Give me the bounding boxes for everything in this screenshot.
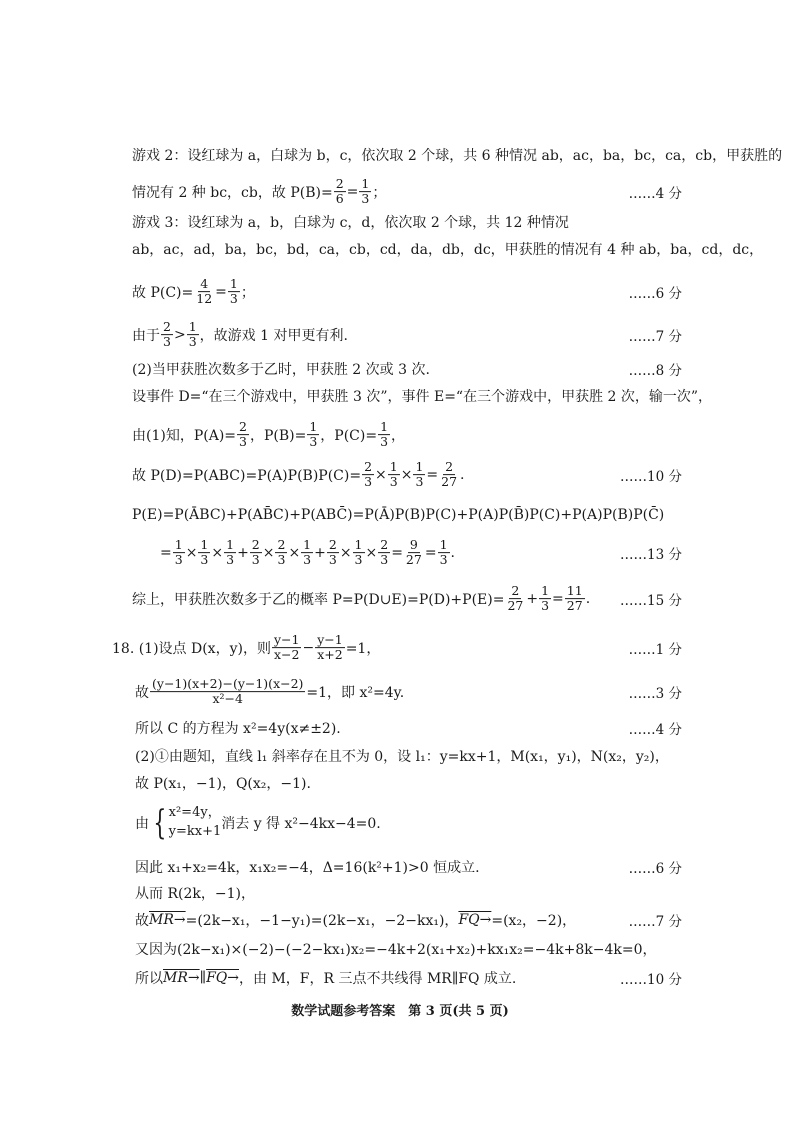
text-run: + bbox=[314, 545, 326, 561]
text-run: = bbox=[215, 284, 227, 300]
numerator: 1 bbox=[354, 537, 363, 553]
text-run: 18. (1)设点 D(x，y)，则 bbox=[112, 641, 271, 657]
numerator: 1 bbox=[415, 459, 424, 475]
text-run: × bbox=[185, 545, 198, 561]
solution-line bbox=[135, 677, 404, 707]
solution-line bbox=[132, 584, 590, 614]
numerator: 9 bbox=[409, 537, 418, 553]
denominator: 3 bbox=[239, 434, 247, 450]
denominator: 3 bbox=[251, 552, 260, 568]
system-row: y=kx+1 bbox=[168, 824, 222, 839]
fraction bbox=[198, 538, 210, 568]
numerator: 2 bbox=[277, 537, 286, 553]
denominator: 3 bbox=[361, 191, 370, 207]
score-marker: ……6 分 bbox=[628, 861, 682, 877]
text-run: ∥ bbox=[199, 970, 207, 986]
text-run: P(E)=P(ĀBC)+P(AB̄C)+P(ABC̄)=P(Ā)P(B)P(C)+P(A)P(B̄)P(C)+P(A)P(B)P(C̄) bbox=[132, 507, 665, 523]
text-run: > bbox=[173, 327, 186, 343]
solution-line bbox=[132, 177, 386, 207]
fraction bbox=[334, 177, 346, 207]
denominator: 3 bbox=[541, 598, 550, 614]
text-run: =(x₂，−2)， bbox=[491, 913, 577, 929]
text-run: 由 bbox=[135, 816, 149, 832]
text-run: × bbox=[339, 545, 352, 561]
numerator: 1 bbox=[303, 537, 312, 553]
solution-line bbox=[135, 857, 480, 877]
fraction bbox=[272, 633, 302, 663]
text-run: . bbox=[450, 545, 455, 561]
text-run: 故 P(C)= bbox=[132, 285, 194, 301]
text-run: + bbox=[526, 591, 539, 607]
vector: FQ→ bbox=[206, 970, 239, 986]
solution-line bbox=[135, 968, 516, 988]
text-run: ，P(B)= bbox=[249, 428, 307, 444]
system-row: x²=4y， bbox=[168, 805, 221, 821]
text-run: 消去 y 得 x²−4kx−4=0. bbox=[221, 816, 381, 832]
denominator: x²−4 bbox=[212, 691, 243, 707]
numerator: 1 bbox=[229, 276, 238, 292]
numerator: 1 bbox=[380, 419, 389, 435]
score-marker: ……1 分 bbox=[628, 642, 682, 658]
denominator: 6 bbox=[335, 191, 344, 207]
denominator: 3 bbox=[354, 552, 363, 568]
fraction bbox=[224, 538, 236, 568]
fraction bbox=[404, 538, 424, 568]
denominator: 3 bbox=[309, 434, 318, 450]
numerator: 1 bbox=[174, 537, 183, 553]
text-run: = bbox=[426, 467, 439, 483]
text-run: 情况有 2 种 bc，cb，故 P(B)= bbox=[132, 185, 333, 201]
vector: MR→ bbox=[149, 912, 186, 928]
score-marker: ……8 分 bbox=[628, 363, 682, 379]
denominator: x−2 bbox=[273, 647, 300, 663]
numerator: 1 bbox=[309, 419, 318, 435]
fraction bbox=[275, 538, 287, 568]
solution-line bbox=[112, 633, 380, 663]
denominator: 3 bbox=[229, 291, 238, 307]
text-run: 故 bbox=[135, 685, 149, 701]
denominator: 3 bbox=[389, 474, 398, 490]
solution-line bbox=[132, 420, 405, 450]
text-run: = bbox=[552, 591, 564, 607]
text-run: ，P(C)= bbox=[320, 428, 378, 444]
text-run: (2)①由题知，直线 l₁ 斜率存在且不为 0，设 l₁：y=kx+1，M(x₁，y₁)，N(x₂，y₂)， bbox=[135, 749, 669, 765]
denominator: 12 bbox=[196, 291, 213, 307]
solution-line bbox=[132, 212, 569, 232]
numerator: 1 bbox=[188, 319, 197, 335]
denominator: 3 bbox=[380, 434, 389, 450]
text-run: ； bbox=[240, 285, 255, 301]
numerator: 1 bbox=[226, 537, 235, 553]
solution-line bbox=[135, 773, 311, 793]
text-run: =1， bbox=[345, 641, 381, 657]
fraction bbox=[250, 538, 262, 568]
denominator: 3 bbox=[415, 474, 424, 490]
fraction bbox=[315, 633, 345, 663]
numerator: 2 bbox=[335, 176, 344, 192]
text-run: 由于 bbox=[132, 328, 160, 344]
score-marker: ……10 分 bbox=[620, 469, 682, 485]
fraction bbox=[353, 538, 365, 568]
text-run: (2)当甲获胜次数多于乙时，甲获胜 2 次或 3 次. bbox=[132, 362, 430, 378]
numerator: 2 bbox=[445, 459, 454, 475]
brace-icon: { bbox=[153, 803, 167, 843]
text-run: 所以 C 的方程为 x²=4y(x≠±2). bbox=[135, 721, 341, 737]
fraction bbox=[438, 538, 450, 568]
fraction bbox=[413, 460, 425, 490]
numerator: 1 bbox=[361, 176, 370, 192]
solution-line bbox=[132, 320, 348, 350]
solution-line bbox=[132, 277, 255, 307]
text-run: × bbox=[288, 545, 301, 561]
numerator: 1 bbox=[541, 583, 550, 599]
denominator: 3 bbox=[188, 334, 197, 350]
text-run: 又因为(2k−x₁)×(−2)−(−2−kx₁)x₂=−4k+2(x₁+x₂)+kx₁x₂=−4k+8k−4k=0， bbox=[135, 942, 657, 958]
text-run: × bbox=[211, 545, 224, 561]
text-run: × bbox=[262, 545, 275, 561]
text-run: =1，即 x²=4y. bbox=[306, 685, 405, 701]
fraction bbox=[228, 277, 240, 307]
text-run: 游戏 3：设红球为 a，b，白球为 c，d，依次取 2 个球，共 12 种情况 bbox=[132, 215, 569, 231]
numerator: 1 bbox=[389, 459, 398, 475]
text-run: = bbox=[160, 545, 172, 561]
numerator: 2 bbox=[239, 419, 247, 435]
text-run: 综上，甲获胜次数多于乙的概率 P=P(D∪E)=P(D)+P(E)= bbox=[132, 592, 505, 608]
text-run: =(2k−x₁，−1−y₁)=(2k−x₁，−2−kx₁)， bbox=[185, 913, 459, 929]
denominator: 3 bbox=[277, 552, 286, 568]
numerator: 2 bbox=[163, 319, 171, 335]
solution-line bbox=[132, 359, 430, 379]
solution-line bbox=[135, 910, 576, 930]
fraction bbox=[505, 584, 525, 614]
text-run: − bbox=[302, 640, 315, 656]
denominator: 3 bbox=[174, 552, 183, 568]
text-run: × bbox=[400, 467, 413, 483]
text-run: ab，ac，ad，ba，bc，bd，ca，cb，cd，da，db，dc，甲获胜的情况有 4 种 ab，ba，cd，dc， bbox=[132, 242, 764, 258]
equation-system bbox=[149, 804, 221, 842]
score-marker: ……15 分 bbox=[620, 593, 682, 609]
fraction bbox=[378, 420, 390, 450]
denominator: x+2 bbox=[317, 647, 343, 663]
text-run: = bbox=[424, 545, 437, 561]
solution-line bbox=[132, 239, 763, 259]
text-run: 由(1)知，P(A)= bbox=[132, 428, 237, 444]
solution-line bbox=[132, 507, 664, 523]
score-marker: ……13 分 bbox=[620, 547, 682, 563]
denominator: 3 bbox=[364, 474, 373, 490]
denominator: 3 bbox=[328, 552, 337, 568]
score-marker: ……10 分 bbox=[620, 972, 682, 988]
score-marker: ……7 分 bbox=[628, 914, 682, 930]
text-run: ，故游戏 1 对甲更有利. bbox=[199, 328, 348, 344]
page-footer: 数学试题参考答案 第 3 页(共 5 页) bbox=[291, 1004, 509, 1019]
fraction bbox=[187, 320, 199, 350]
score-marker: ……3 分 bbox=[628, 686, 682, 702]
numerator: 2 bbox=[511, 583, 520, 599]
fraction bbox=[439, 460, 459, 490]
numerator: 1 bbox=[439, 537, 448, 553]
text-run: 因此 x₁+x₂=4k，x₁x₂=−4，Δ=16(k²+1)>0 恒成立. bbox=[135, 860, 480, 876]
text-run: 所以 bbox=[135, 971, 163, 987]
numerator: y−1 bbox=[317, 632, 343, 648]
fraction bbox=[378, 538, 390, 568]
vector: MR→ bbox=[163, 970, 200, 986]
denominator: 3 bbox=[303, 552, 312, 568]
text-run: 故 bbox=[135, 913, 149, 929]
fraction bbox=[173, 538, 185, 568]
denominator: 27 bbox=[405, 552, 422, 568]
fraction bbox=[161, 320, 173, 350]
denominator: 3 bbox=[163, 334, 171, 350]
text-run: 故 P(x₁，−1)，Q(x₂，−1). bbox=[135, 776, 311, 792]
fraction bbox=[327, 538, 339, 568]
fraction bbox=[301, 538, 313, 568]
solution-line bbox=[132, 386, 712, 406]
score-marker: ……6 分 bbox=[628, 286, 682, 302]
solution-line bbox=[132, 460, 465, 490]
denominator: 3 bbox=[200, 552, 209, 568]
text-run: . bbox=[585, 591, 591, 607]
denominator: 3 bbox=[439, 552, 448, 568]
denominator: 27 bbox=[566, 598, 583, 614]
text-run: ，由 M，F，R 三点不共线得 MR∥FQ 成立. bbox=[239, 971, 517, 987]
text-run: 从而 R(2k，−1)， bbox=[135, 886, 255, 902]
solution-line bbox=[135, 746, 669, 766]
numerator: 2 bbox=[364, 459, 373, 475]
text-run: ； bbox=[372, 185, 387, 201]
text-run: = bbox=[346, 184, 359, 200]
text-run: ， bbox=[391, 428, 406, 444]
solution-line bbox=[135, 718, 341, 738]
denominator: 3 bbox=[226, 552, 235, 568]
numerator: 11 bbox=[566, 583, 583, 599]
fraction bbox=[362, 460, 374, 490]
numerator: (y−1)(x+2)−(y−1)(x−2) bbox=[152, 676, 304, 692]
score-marker: ……4 分 bbox=[628, 186, 682, 202]
text-run: = bbox=[391, 545, 403, 561]
fraction bbox=[539, 584, 551, 614]
numerator: y−1 bbox=[273, 632, 300, 648]
text-run: × bbox=[365, 545, 378, 561]
text-run: 游戏 2：设红球为 a，白球为 b，c，依次取 2 个球，共 6 种情况 ab，ac，ba，bc，ca，cb，甲获胜的 bbox=[132, 148, 783, 164]
text-run: × bbox=[375, 467, 387, 483]
score-marker: ……7 分 bbox=[628, 329, 682, 345]
system-rows bbox=[169, 804, 222, 842]
fraction bbox=[150, 677, 305, 707]
numerator: 1 bbox=[200, 537, 209, 553]
numerator: 2 bbox=[328, 537, 337, 553]
solution-line bbox=[135, 939, 657, 959]
fraction bbox=[194, 277, 214, 307]
score-marker: ……4 分 bbox=[628, 722, 682, 738]
solution-line bbox=[135, 804, 381, 842]
numerator: 4 bbox=[200, 276, 209, 292]
denominator: 27 bbox=[507, 598, 524, 614]
fraction bbox=[388, 460, 400, 490]
text-run: + bbox=[237, 545, 249, 561]
fraction bbox=[307, 420, 319, 450]
solution-line bbox=[135, 883, 255, 903]
denominator: 3 bbox=[380, 552, 389, 568]
fraction bbox=[565, 584, 585, 614]
text-run: . bbox=[460, 467, 465, 483]
fraction bbox=[237, 420, 249, 450]
numerator: 2 bbox=[251, 537, 260, 553]
text-run: 设事件 D=“在三个游戏中，甲获胜 3 次”，事件 E=“在三个游戏中，甲获胜 2 次，输一次”， bbox=[132, 389, 713, 405]
fraction bbox=[359, 177, 371, 207]
numerator: 2 bbox=[380, 537, 389, 553]
denominator: 27 bbox=[441, 474, 458, 490]
vector: FQ→ bbox=[458, 912, 492, 928]
solution-line bbox=[160, 538, 455, 568]
text-run: 故 P(D)=P(ABC)=P(A)P(B)P(C)= bbox=[132, 468, 362, 484]
solution-line bbox=[132, 145, 782, 165]
